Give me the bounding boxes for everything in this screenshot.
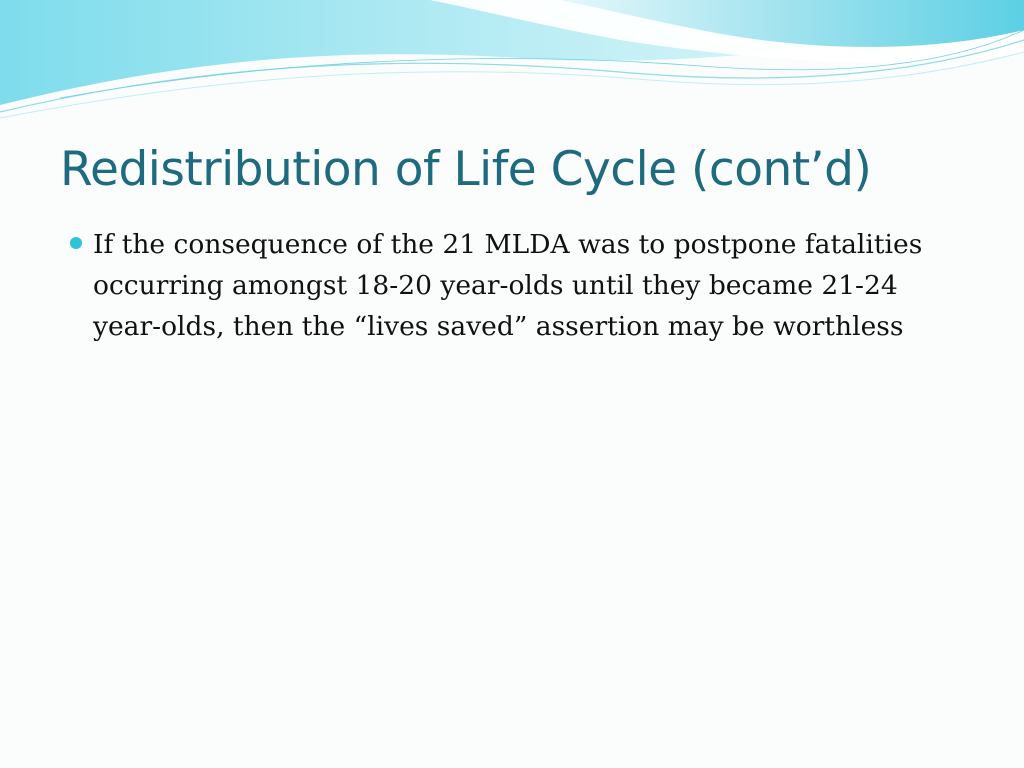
wave-header-decoration <box>0 0 1024 130</box>
bullet-item <box>68 224 928 347</box>
bullet-text: If the consequence of the 21 MLDA was to postpone fatalities occurring amongst 18-20 year-olds until they became 21-24 year-olds, then the “lives saved” assertion may be worthless <box>93 229 923 342</box>
bullet-list <box>68 224 928 347</box>
slide-title: Redistribution of Life Cycle (cont’d) <box>60 142 872 197</box>
bullet-dot-icon <box>70 237 82 249</box>
